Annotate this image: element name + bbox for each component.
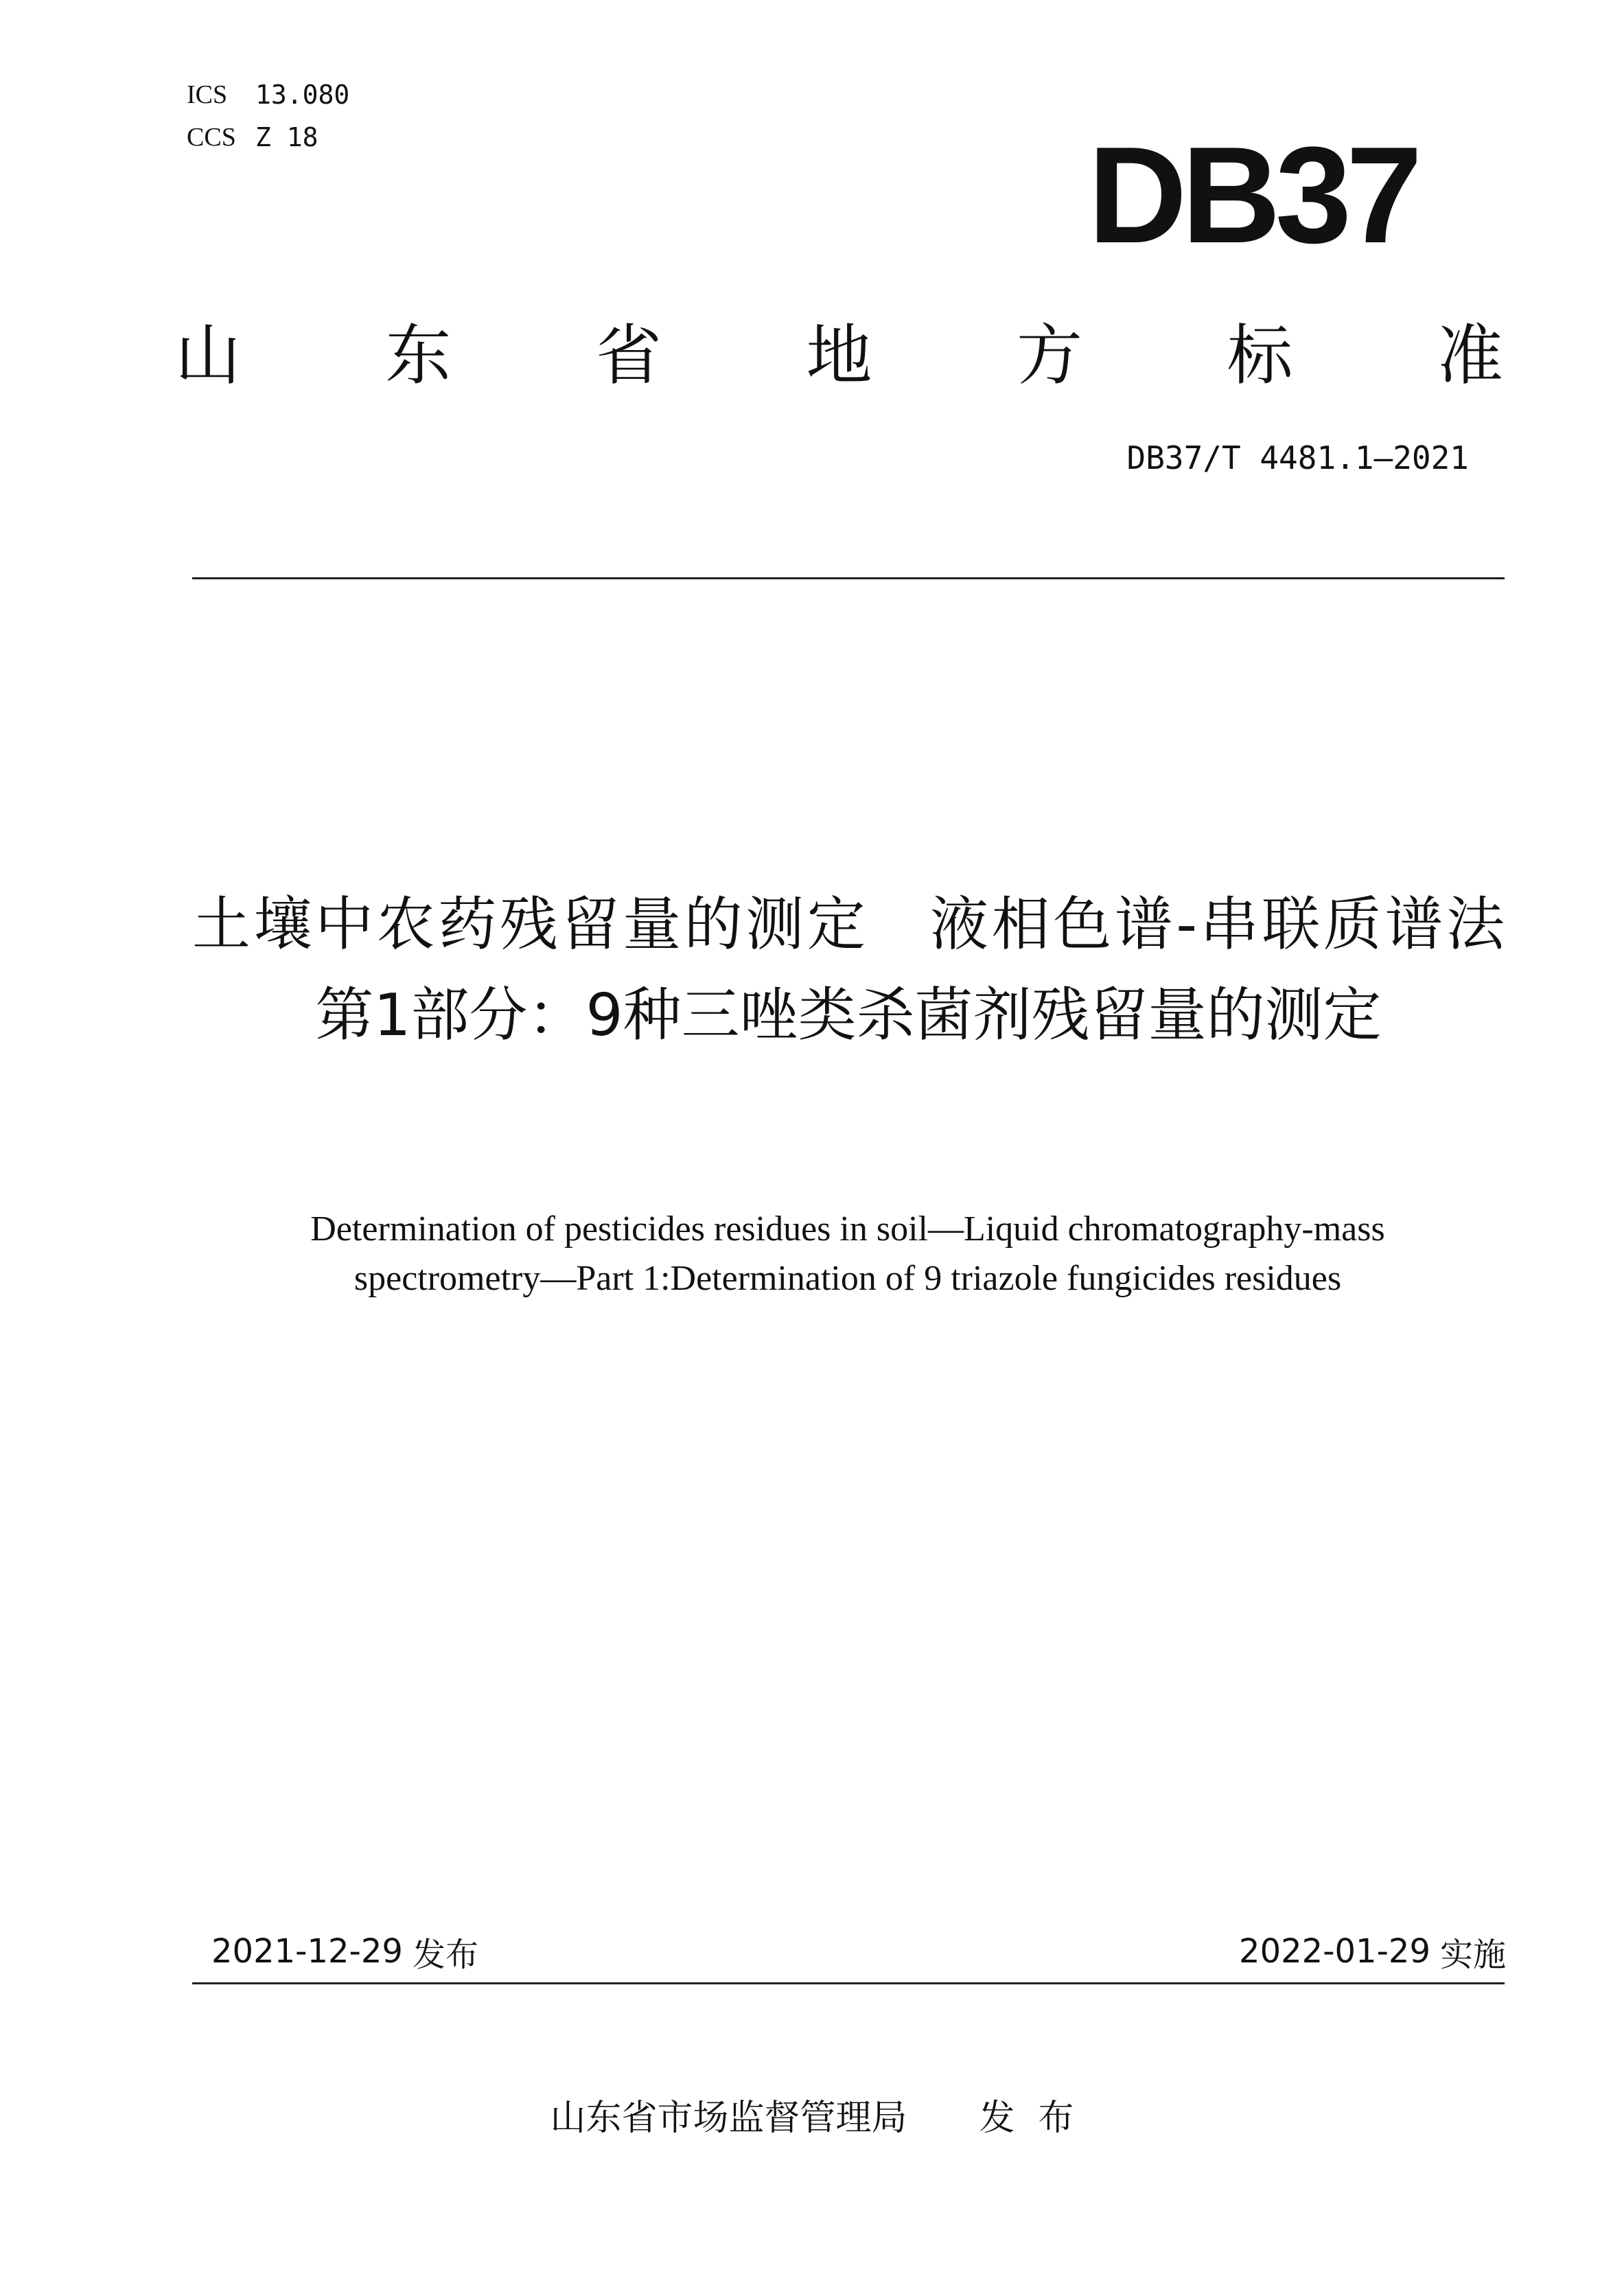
category-char: 东 [385,316,452,394]
ccs-label: CCS [187,123,236,152]
category-char: 山 [175,316,241,394]
release-label: 发布 [412,1935,478,1974]
title-english: Determination of pesticides residues in soil—Liquid chromatography-mass spectrometry—Part 1:Determination of 9 triazole fungicides residues [310,1209,1385,1298]
issuer-name: 山东省市场监督管理局 [550,2097,907,2139]
ics-value: 13.080 [255,80,350,110]
standard-number: DB37/T 4481.1—2021 [1126,439,1469,476]
release-date [211,1927,478,1975]
category-char: 标 [1227,316,1293,394]
implementation-label: 实施 [1439,1935,1506,1974]
category-char: 地 [806,316,872,394]
release-date-value: 2021-12-29 [211,1932,403,1971]
ccs-value: Z 18 [255,122,318,152]
implementation-date-value: 2022-01-29 [1239,1932,1430,1971]
header-divider [192,577,1505,579]
category-char: 准 [1437,316,1503,394]
issuer-action: 发布 [979,2097,1098,2139]
issuing-authority [480,2087,1167,2142]
standard-mark: DB37 [1088,119,1417,272]
standard-category [175,312,1503,398]
footer-divider [192,1982,1505,1984]
ics-code [187,74,349,115]
ccs-code [187,117,318,158]
ics-label: ICS [187,80,228,109]
title-chinese: 土壤中农药残留量的测定 液相色谱-串联质谱法 第1部分：9种三唑类杀菌剂残留量的测定 [192,891,1564,1050]
category-char: 方 [1017,316,1082,394]
implementation-date [1239,1927,1506,1975]
category-char: 省 [596,316,662,394]
